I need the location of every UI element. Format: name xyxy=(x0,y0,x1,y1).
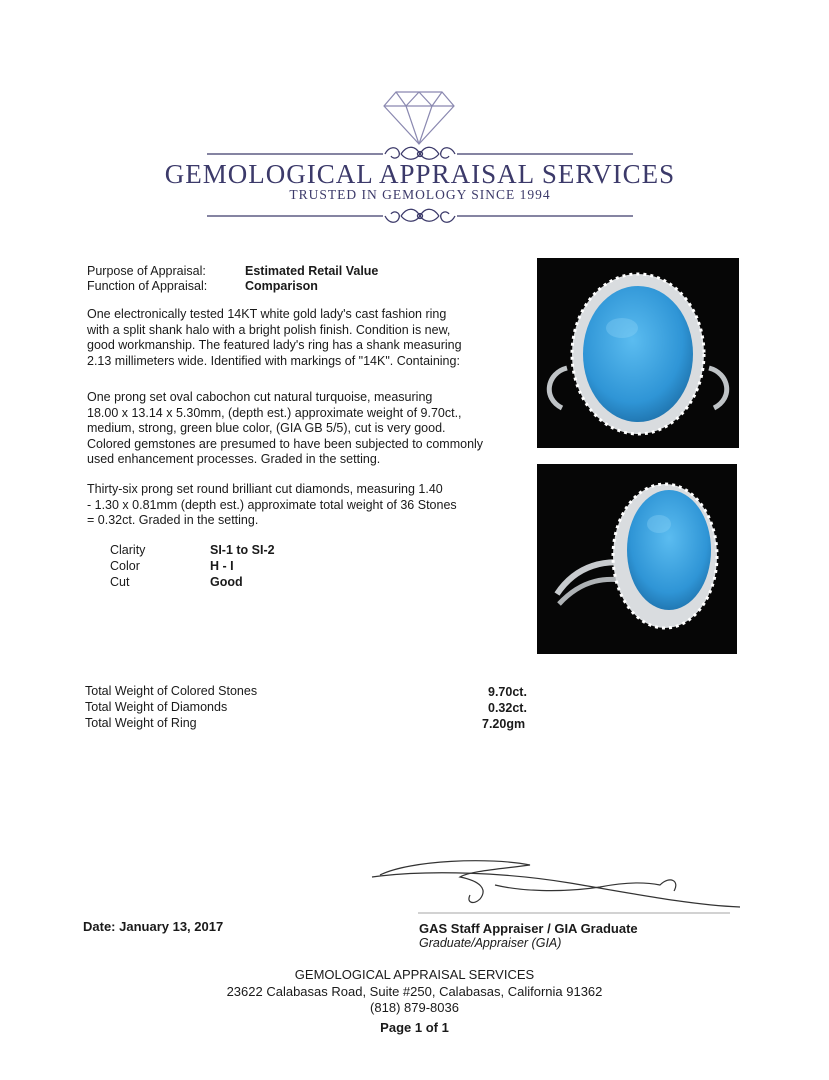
total-ring-value: 7.20gm xyxy=(482,717,526,731)
ring-description: One electronically tested 14KT white gold lady's cast fashion ring with a split shank halo with a bright polish finish. Condition is new, good workmanship. The featured lady's ring has a shank measuring 2.13 millimeters wide. Identified with markings of "14K". Containing: xyxy=(87,307,462,368)
footer-company: GEMOLOGICAL APPRAISAL SERVICES xyxy=(294,967,535,982)
function-value: Comparison xyxy=(245,279,318,293)
footer-address: 23622 Calabasas Road, Suite #250, Calabasas, California 91362 xyxy=(226,984,603,999)
appraisal-date: Date: January 13, 2017 xyxy=(83,919,224,934)
appraiser-subtitle: Graduate/Appraiser (GIA) xyxy=(419,936,562,950)
turquoise-description: One prong set oval cabochon cut natural turquoise, measuring 18.00 x 13.14 x 5.30mm, (depth est.) approximate weight of 9.70ct., medium, strong, green blue color, (GIA GB 5/5), cut is very good. Colored gemstones are presumed to have been subjected to commonly used enhancement processes. Graded in the setting. xyxy=(87,390,484,466)
signature-icon xyxy=(370,855,750,925)
total-diamonds-value: 0.32ct. xyxy=(488,701,527,715)
ring-photo-side xyxy=(537,464,737,654)
ring-photo-top xyxy=(537,258,739,448)
footer-phone: (818) 879-8036 xyxy=(370,1000,459,1015)
color-value: H - I xyxy=(210,559,234,573)
color-label: Color xyxy=(110,559,140,573)
function-label: Function of Appraisal: xyxy=(87,279,208,293)
company-name: GEMOLOGICAL APPRAISAL SERVICES xyxy=(164,159,676,189)
clarity-label: Clarity xyxy=(110,543,146,557)
total-colored-value: 9.70ct. xyxy=(488,685,527,699)
purpose-label: Purpose of Appraisal: xyxy=(87,264,206,278)
company-tagline: TRUSTED IN GEMOLOGY SINCE 1994 xyxy=(289,187,551,202)
page-number: Page 1 of 1 xyxy=(380,1020,449,1035)
diamond-description: Thirty-six prong set round brilliant cut diamonds, measuring 1.40 - 1.30 x 0.81mm (depth est.) approximate total weight of 36 Stones = 0.32ct. Graded in the setting. xyxy=(87,482,457,527)
cut-value: Good xyxy=(210,575,243,589)
purpose-value: Estimated Retail Value xyxy=(245,264,379,278)
diamond-logo-icon xyxy=(382,90,456,146)
total-diamonds-label: Total Weight of Diamonds xyxy=(85,700,228,714)
appraiser-title: GAS Staff Appraiser / GIA Graduate xyxy=(419,921,638,936)
total-colored-label: Total Weight of Colored Stones xyxy=(85,684,258,698)
clarity-value: SI-1 to SI-2 xyxy=(210,543,275,557)
scroll-ornament-icon xyxy=(205,206,635,226)
total-ring-label: Total Weight of Ring xyxy=(85,716,197,730)
cut-label: Cut xyxy=(110,575,130,589)
